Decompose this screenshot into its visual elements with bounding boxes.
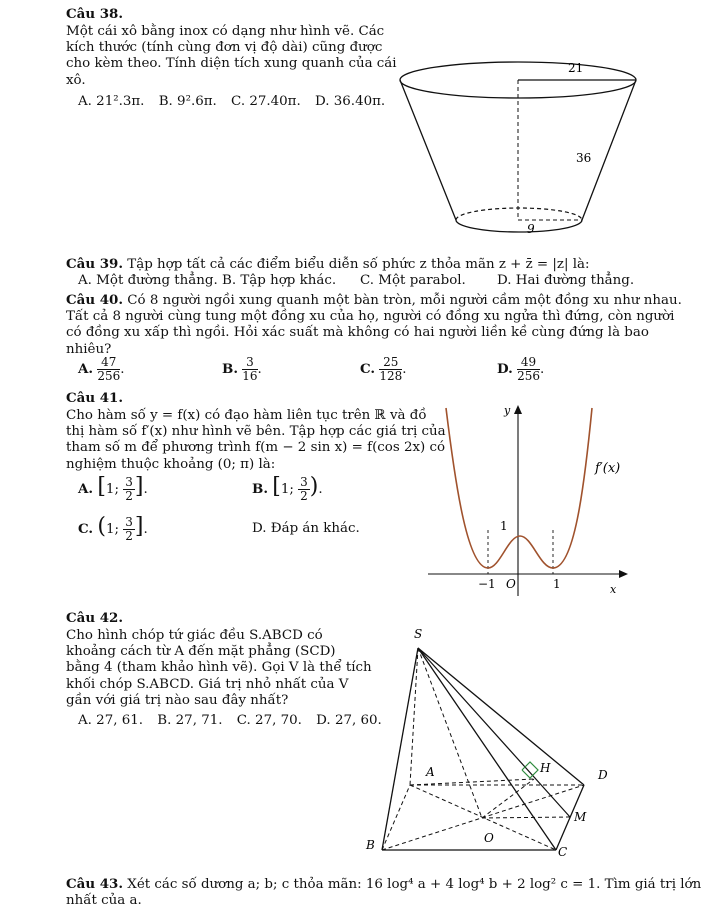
q42-line: khối chóp S.ABCD. Giá trị nhỏ nhất của V (66, 676, 349, 692)
q40-option-a[interactable]: A. $\frac{47}{256}$ . (78, 355, 125, 383)
pyramid-label-h: H (540, 761, 551, 775)
q40-option-a-label: A. (78, 361, 94, 377)
q42-option-d[interactable]: D. 27, 60. (316, 713, 382, 728)
graph-one-y: 1 (500, 519, 508, 533)
bucket-bottom-radius: 9 (527, 222, 535, 236)
q38-line: cho kèm theo. Tính diện tích xung quanh của cái (66, 56, 397, 72)
q40-b-num: 3 (242, 356, 257, 370)
q40-option-c-label: C. (360, 361, 376, 377)
q43-text-2: nhất của a. (66, 893, 142, 909)
q41-line: tham số m để phương trình f(m − 2 sin x) = f(cos 2x) có (66, 440, 446, 456)
q40-option-c[interactable]: C. $\frac{25}{128}$ . (360, 355, 407, 383)
graph-one-x: 1 (553, 577, 561, 591)
q40-line: Có 8 người ngồi xung quanh một bàn tròn, mỗi người cầm một đồng xu như nhau. (127, 293, 682, 308)
pyramid-label-d: D (598, 768, 608, 782)
q40-option-d-label: D. (497, 361, 513, 377)
pyramid-label-a: A (426, 765, 435, 779)
bucket-top-radius: 21 (568, 61, 584, 75)
q38-option-d[interactable]: D. 36.40π. (315, 94, 386, 109)
graph-y-label: y (504, 404, 511, 417)
q43-text: Xét các số dương a; b; c thỏa mãn: 16 log⁴ a + 4 log⁴ b + 2 log² c = 1. Tìm giá trị lớn (127, 877, 702, 892)
q41-a-num: 3 (125, 475, 133, 489)
graph-origin: O (506, 577, 516, 591)
q42-line: Cho hình chóp tứ giác đều S.ABCD có (66, 628, 323, 643)
q41-option-a-label: A. (78, 481, 94, 497)
q41-line: nghiệm thuộc khoảng (0; π) là: (66, 456, 276, 472)
q38-line: kích thước (tính cùng đơn vị độ dài) cũng được (66, 40, 383, 56)
q40-option-b[interactable]: B. $\frac{3}{16}$ . (222, 355, 262, 383)
q38-line: Một cái xô bằng inox có dạng như hình vẽ. Các (66, 24, 385, 39)
q39-option-b[interactable]: B. Tập hợp khác. (222, 273, 337, 288)
q42-line: gần với giá trị nào sau đây nhất? (66, 692, 289, 708)
q39-option-d[interactable]: D. Hai đường thẳng. (497, 273, 635, 288)
q38-option-a[interactable]: A. 21².3π. (78, 94, 145, 109)
q40-option-b-label: B. (222, 361, 238, 377)
q38-option-b[interactable]: B. 9².6π. (158, 94, 217, 109)
q41-a-den: 2 (125, 489, 133, 503)
q42-line: khoảng cách từ A đến mặt phẳng (SCD) (66, 644, 336, 660)
q39-option-a[interactable]: A. Một đường thẳng. (78, 273, 218, 288)
q38-title: Câu 38. (66, 6, 124, 22)
q40-d-num: 49 (517, 356, 540, 370)
q38-text (66, 24, 396, 89)
q40-a-den: 256 (97, 369, 121, 383)
q39-text: Tập hợp tất cả các điểm biểu diễn số phức z thỏa mãn z + z̄ = |z| là: (127, 257, 590, 272)
q40-line: Tất cả 8 người cùng tung một đồng xu của họ, người có đồng xu ngửa thì đứng, còn người (66, 309, 675, 325)
q43-stem (66, 876, 702, 909)
q38-line: xô. (66, 72, 86, 88)
graph-x-label: x (610, 583, 617, 596)
q41-option-b[interactable]: B. [1; $\frac{3}{2}$ ). (252, 474, 323, 503)
pyramid-label-c: C (558, 845, 568, 859)
q40-c-num: 25 (379, 356, 402, 370)
q41-c-num: 3 (125, 515, 133, 529)
q39-option-c[interactable]: C. Một parabol. (360, 273, 466, 288)
q42-line: bằng 4 (tham khảo hình vẽ). Gọi V là thể tích (66, 660, 372, 676)
q41-c-den: 2 (125, 529, 133, 543)
q41-b-den: 2 (300, 489, 308, 503)
q38-option-c[interactable]: C. 27.40π. (231, 94, 301, 109)
q42-title: Câu 42. (66, 610, 124, 626)
q40-a-num: 47 (97, 356, 120, 370)
pyramid-figure (360, 622, 630, 867)
q41-option-c-label: C. (78, 521, 94, 537)
q40-c-den: 128 (379, 369, 403, 383)
q41-title: Câu 41. (66, 390, 124, 406)
q41-option-d[interactable] (252, 521, 360, 537)
q41-option-d-label: D. Đáp án khác. (252, 521, 360, 536)
q40-stem (66, 292, 682, 358)
q41-option-a[interactable]: A. [1; $\frac{3}{2}$ ]. (78, 474, 148, 503)
q42-options (78, 713, 392, 729)
pyramid-label-b: B (366, 838, 375, 852)
q39-stem (66, 256, 590, 273)
derivative-graph (428, 400, 648, 600)
q40-title: Câu 40. (66, 292, 124, 308)
q42-text (66, 628, 372, 709)
q38-options (78, 94, 395, 110)
graph-minus-one: −1 (478, 577, 496, 591)
pyramid-label-m: M (574, 810, 587, 824)
bucket-slant: 36 (576, 151, 592, 165)
q41-text (66, 408, 446, 473)
q41-option-b-label: B. (252, 481, 268, 497)
q43-title: Câu 43. (66, 876, 124, 892)
q40-line: có đồng xu xấp thì ngồi. Hỏi xác suất mà không có hai người liền kề cùng đứng là bao (66, 325, 649, 341)
pyramid-label-s: S (414, 627, 423, 641)
q41-line: Cho hàm số y = f(x) có đạo hàm liên tục trên ℝ và đồ (66, 408, 427, 423)
q41-b-num: 3 (300, 475, 308, 489)
q42-option-a[interactable]: A. 27, 61. (78, 713, 144, 728)
q40-d-den: 256 (517, 369, 540, 383)
q40-options (78, 356, 638, 388)
bucket-figure (390, 50, 650, 240)
q39-title: Câu 39. (66, 256, 124, 272)
q42-option-b[interactable]: B. 27, 71. (157, 713, 223, 728)
q40-line: nhiêu? (66, 341, 112, 357)
q42-option-c[interactable]: C. 27, 70. (236, 713, 302, 728)
q40-b-den: 16 (242, 369, 258, 383)
graph-f-label: f′(x) (595, 461, 621, 476)
pyramid-label-o: O (484, 831, 494, 845)
q41-line: thị hàm số f′(x) như hình vẽ bên. Tập hợp các giá trị của (66, 424, 446, 440)
q41-option-c[interactable]: C. (1; $\frac{3}{2}$ ]. (78, 514, 148, 543)
q40-option-d[interactable]: D. $\frac{49}{256}$ . (497, 355, 545, 383)
